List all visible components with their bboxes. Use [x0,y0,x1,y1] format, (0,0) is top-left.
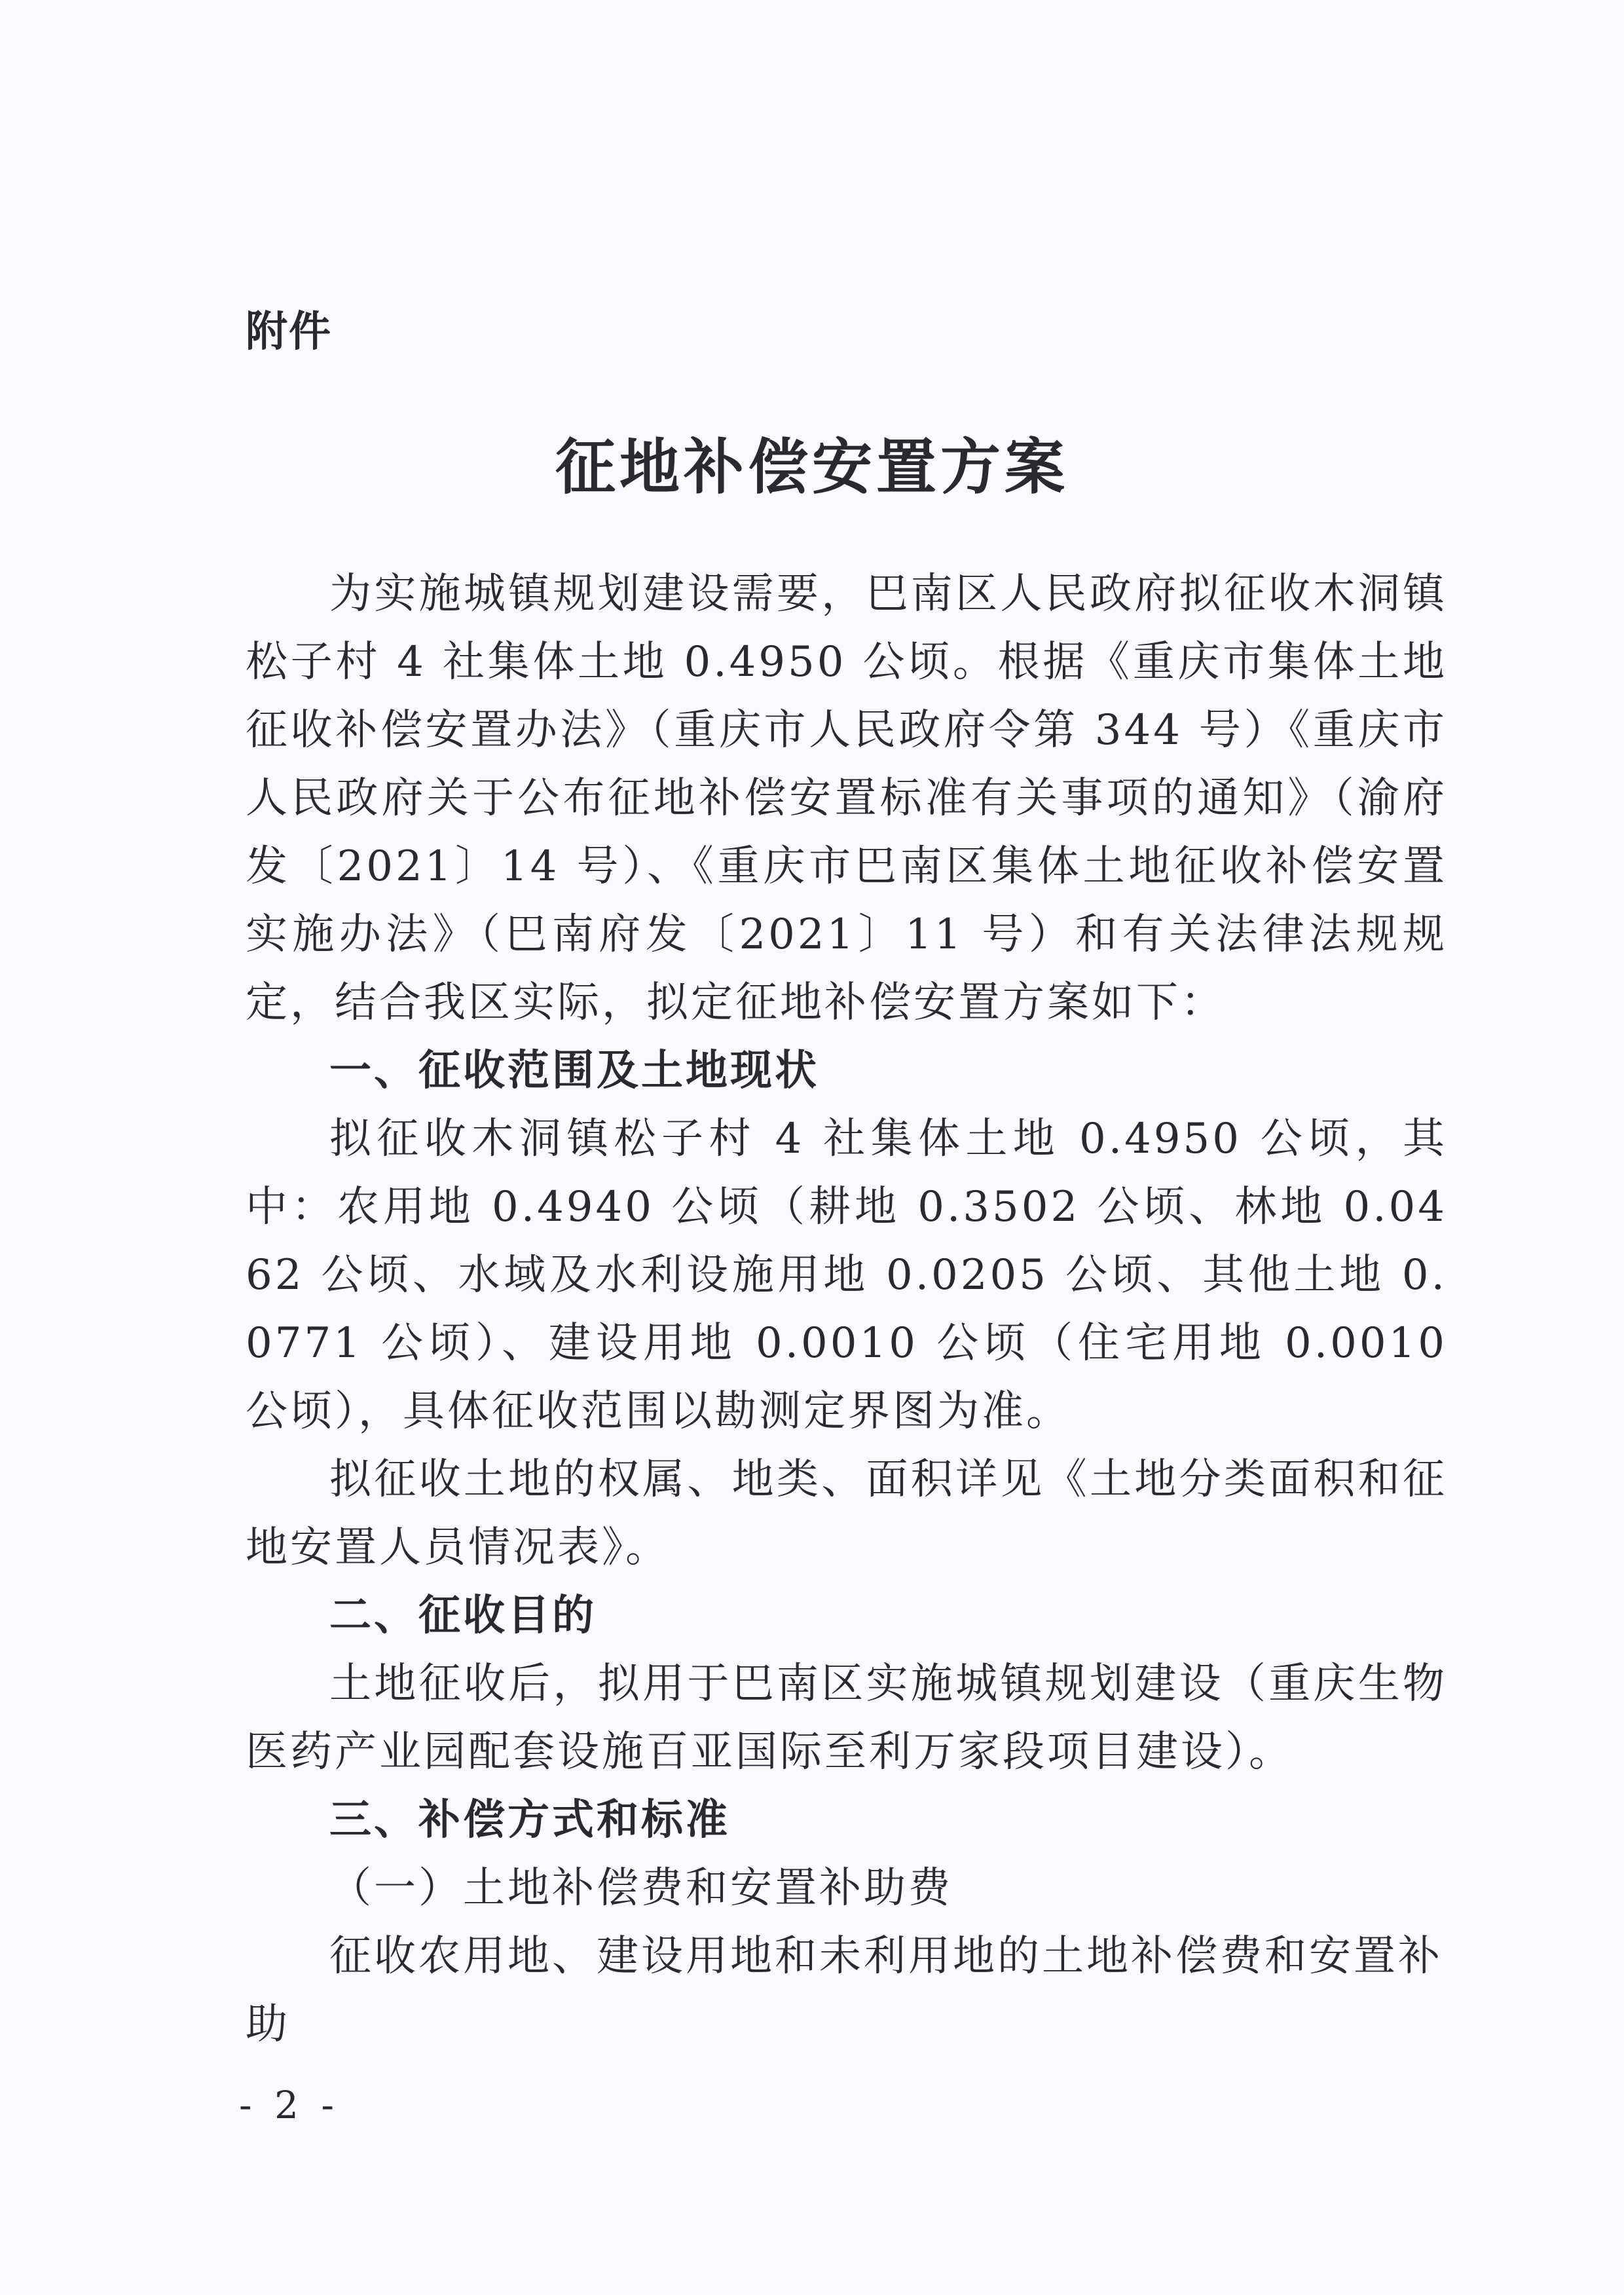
attachment-label: 附件 [246,308,332,356]
compensation-paragraph: 征收农用地、建设用地和未利用地的土地补偿费和安置补助 [246,1932,1443,2049]
purpose-paragraph: 土地征收后，拟用于巴南区实施城镇规划建设（重庆生物医药产业园配套设施百亚国际至利万家段项目建设）。 [246,1660,1447,1776]
document-body [246,560,1447,2059]
scope-paragraph: 拟征收木洞镇松子村 4 社集体土地 0.4950 公顷，其中：农用地 0.4940 公顷（耕地 0.3502 公顷、林地 0.0462 公顷、水域及水利设施用地 0.0205 公顷、其他土地 0.0771 公顷）、建设用地 0.0010 公顷（住宅用地 0.0010 公顷），具体征收范围以勘测定界图为准。 [246,1115,1447,1436]
section-heading-compensation: 三、补偿方式和标准 [329,1796,730,1844]
subsection-heading-land-compensation: （一）土地补偿费和安置补助费 [329,1864,953,1912]
intro-paragraph: 为实施城镇规划建设需要，巴南区人民政府拟征收木洞镇松子村 4 社集体土地 0.4950 公顷。根据《重庆市集体土地征收补偿安置办法》（重庆市人民政府令第 344 号）《重庆市人民政府关于公布征地补偿安置标准有关事项的通知》（渝府发〔2021〕14 号）、《重庆市巴南区集体土地征收补偿安置实施办法》（巴南府发〔2021〕11 号）和有关法律法规规定，结合我区实际，拟定征地补偿安置方案如下： [246,570,1447,1027]
section-heading-scope: 一、征收范围及土地现状 [329,1047,819,1095]
page-number: - 2 - [239,2083,339,2127]
document-title: 征地补偿安置方案 [555,432,1069,502]
ownership-paragraph: 拟征收土地的权属、地类、面积详见《土地分类面积和征地安置人员情况表》。 [246,1455,1447,1572]
section-heading-purpose: 二、征收目的 [329,1592,597,1640]
